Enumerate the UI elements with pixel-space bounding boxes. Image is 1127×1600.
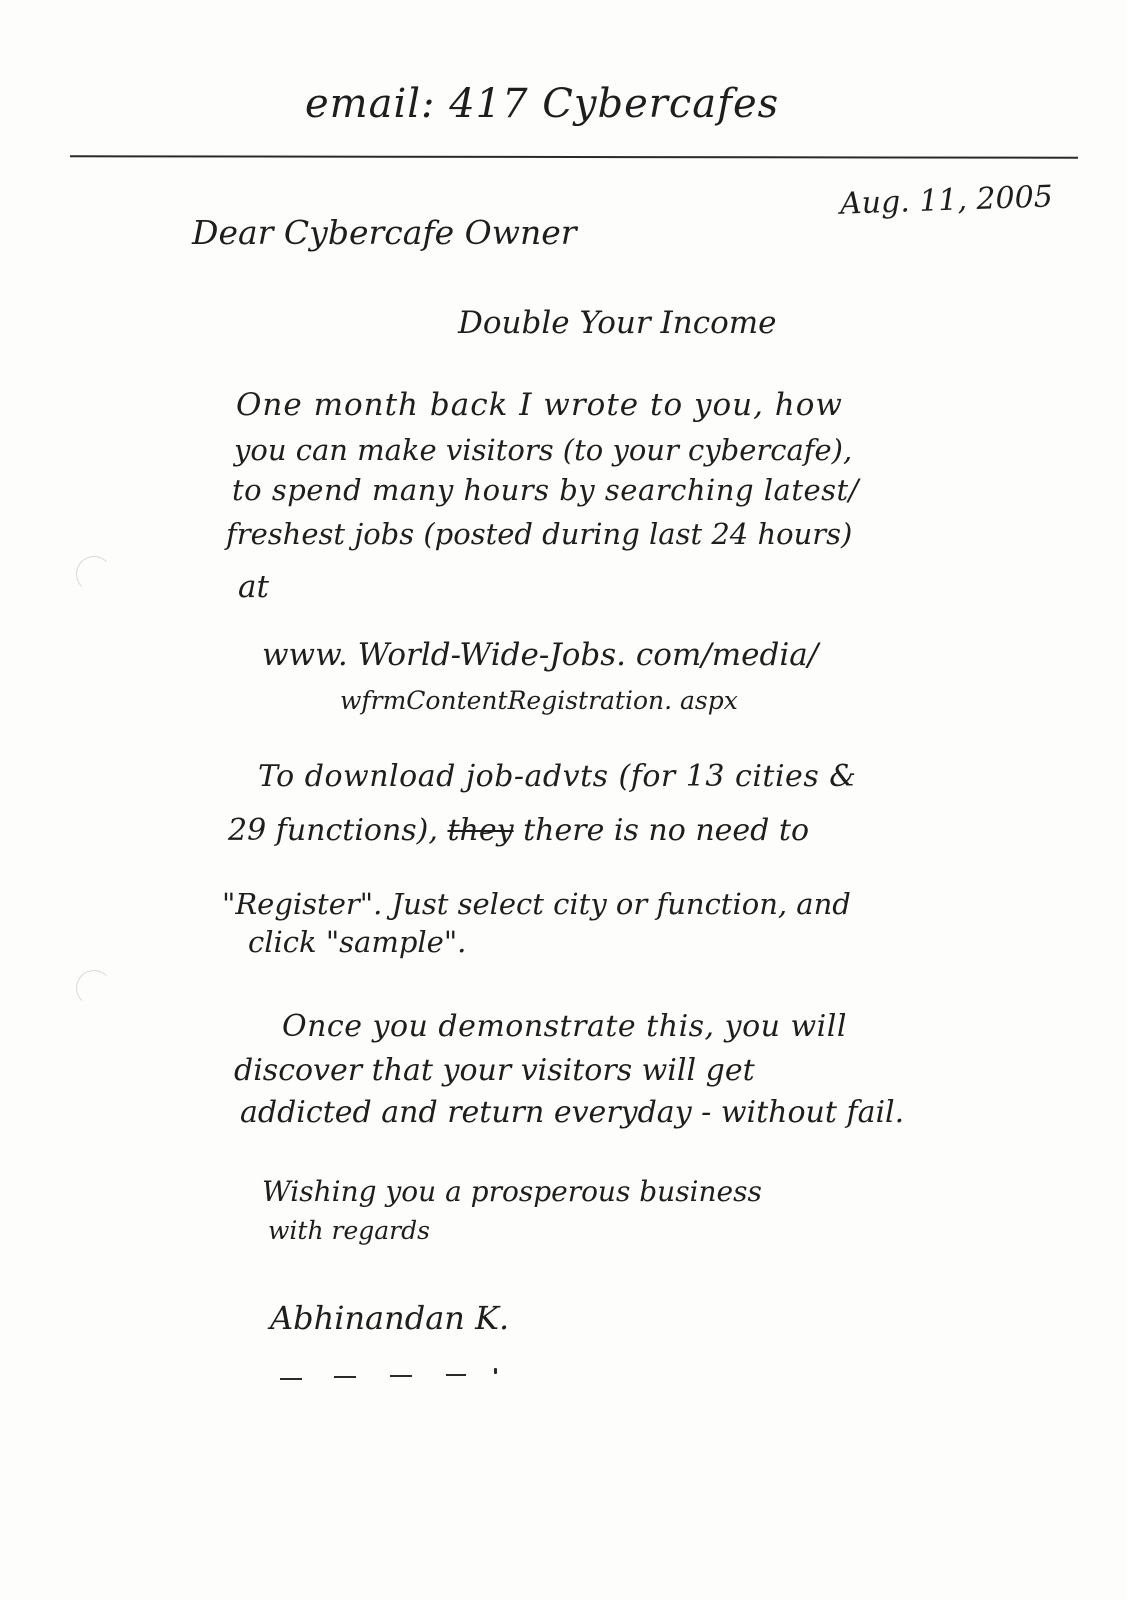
- paragraph-1-line: to spend many hours by searching latest/: [232, 473, 859, 507]
- paragraph-2-line: click "sample".: [248, 925, 467, 959]
- signature-dash: [280, 1378, 302, 1380]
- paragraph-3-line: Once you demonstrate this, you will: [282, 1009, 847, 1044]
- paragraph-2-line: "Register". Just select city or function, and: [222, 887, 851, 921]
- letter-heading: Double Your Income: [458, 305, 777, 341]
- paragraph-1-line: you can make visitors (to your cybercafe),: [234, 433, 853, 467]
- signature-dash: [334, 1376, 356, 1378]
- signature-dash: [390, 1375, 412, 1377]
- paragraph-3-line: addicted and return everyday - without fail.: [240, 1095, 905, 1130]
- website-url-line: www. World-Wide-Jobs. com/media/: [262, 637, 819, 673]
- signature-dot: [494, 1368, 497, 1374]
- punch-hole-mark: [76, 970, 112, 1006]
- paragraph-3-line: discover that your visitors will get: [234, 1053, 755, 1088]
- paragraph-2-line: [228, 813, 810, 848]
- paragraph-1-line: One month back I wrote to you, how: [236, 387, 843, 423]
- signature-dash: [446, 1374, 466, 1376]
- paragraph-2-text: 29 functions),: [228, 813, 438, 848]
- punch-hole-mark: [76, 556, 112, 592]
- paragraph-2-line: To download job-advts (for 13 cities &: [258, 759, 857, 794]
- closing-line: with regards: [268, 1216, 430, 1245]
- email-subject-line: email: 417 Cybercafes: [305, 81, 780, 127]
- signature: Abhinandan K.: [270, 1299, 510, 1337]
- closing-line: Wishing you a prosperous business: [262, 1175, 762, 1208]
- website-url-line: wfrmContentRegistration. aspx: [340, 686, 738, 715]
- paragraph-1-line: at: [238, 569, 269, 605]
- struck-word: they: [447, 813, 514, 848]
- letter-date: Aug. 11, 2005: [839, 179, 1054, 222]
- salutation: Dear Cybercafe Owner: [192, 213, 577, 252]
- paragraph-1-line: freshest jobs (posted during last 24 hours): [226, 517, 853, 551]
- paragraph-2-text: there is no need to: [523, 813, 810, 848]
- header-divider: [70, 155, 1078, 158]
